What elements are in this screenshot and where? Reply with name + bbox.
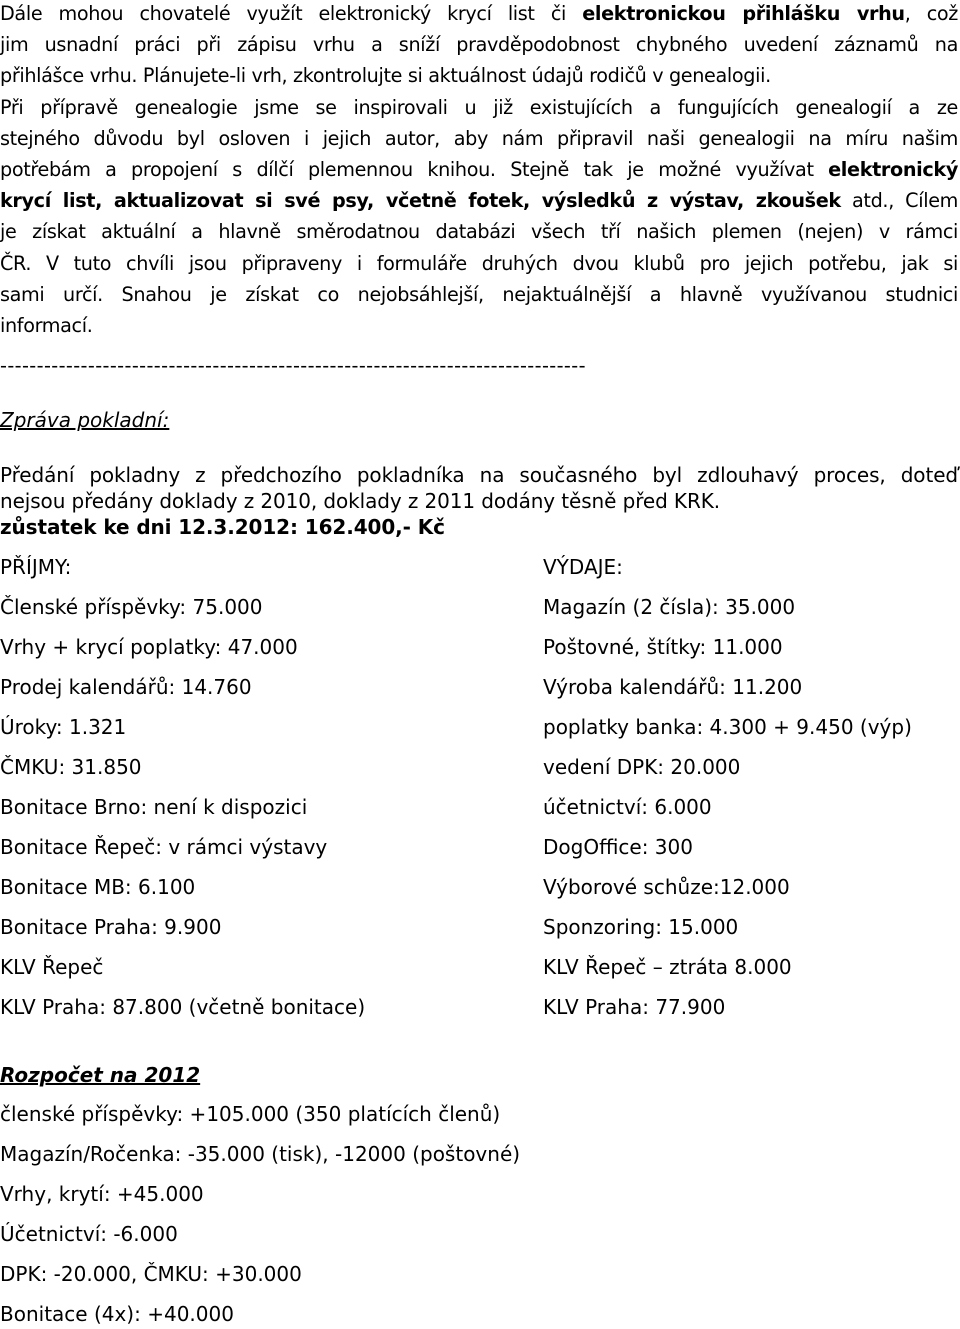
- expense-item: Magazín (2 čísla): 35.000: [543, 595, 796, 619]
- budget-item: členské příspěvky: +105.000 (350 platících členů): [0, 1102, 501, 1126]
- balance-line: zůstatek ke dni 12.3.2012: 162.400,- Kč: [0, 515, 445, 539]
- treasurer-report-heading: Zpráva pokladní:: [0, 408, 170, 432]
- intro-line: potřebám a propojení s dílčí plemennou knihou. Stejně tak je možné využívat elektronický: [0, 158, 959, 182]
- expense-item: Poštovné, štítky: 11.000: [543, 635, 783, 659]
- expense-item: Sponzoring: 15.000: [543, 915, 739, 939]
- intro-line: přihlášce vrhu. Plánujete-li vrh, zkontrolujte si aktuálnost údajů rodičů v genealogii.: [0, 64, 771, 88]
- income-item: Členské příspěvky: 75.000: [0, 595, 263, 619]
- expense-item: KLV Řepeč – ztráta 8.000: [543, 955, 792, 979]
- budget-item: Magazín/Ročenka: -35.000 (tisk), -12000 (poštovné): [0, 1142, 521, 1166]
- expense-item: Výborové schůze:12.000: [543, 875, 790, 899]
- budget-heading: Rozpočet na 2012: [0, 1063, 201, 1087]
- treasurer-paragraph: [0, 462, 958, 540]
- expense-item: KLV Praha: 77.900: [543, 995, 726, 1019]
- treasurer-line: nejsou předány doklady z 2010, doklady z 2011 dodány těsně před KRK.: [0, 489, 721, 513]
- bold-phrase: krycí list, aktualizovat si své psy, včetně fotek, výsledků z výstav, zkoušek: [0, 189, 841, 213]
- finance-row: [0, 952, 960, 982]
- income-item: ČMKU: 31.850: [0, 755, 142, 779]
- intro-line: stejného důvodu byl osloven i jejich autor, aby nám připravil naši genealogii na míru našim: [0, 126, 958, 150]
- columns-header-row: [0, 552, 960, 582]
- income-item: Úroky: 1.321: [0, 715, 127, 739]
- finance-row: [0, 832, 960, 862]
- expense-item: poplatky banka: 4.300 + 9.450 (výp): [543, 715, 912, 739]
- expense-item: DogOffice: 300: [543, 835, 693, 859]
- intro-line: Při přípravě genealogie jsme se inspirovali u již existujících a fungujících genealogií a ze: [0, 95, 958, 119]
- finance-row: [0, 672, 960, 702]
- income-item: Prodej kalendářů: 14.760: [0, 675, 252, 699]
- treasurer-line: Předání pokladny z předchozího pokladníka na současného byl zdlouhavý proces, doteď: [0, 463, 958, 487]
- finance-row: [0, 792, 960, 822]
- intro-line: krycí list, aktualizovat si své psy, včetně fotek, výsledků z výstav, zkoušek atd., Cílem: [0, 189, 958, 213]
- expense-heading: VÝDAJE:: [543, 555, 623, 579]
- expense-item: vedení DPK: 20.000: [543, 755, 741, 779]
- income-heading: PŘÍJMY:: [0, 555, 72, 579]
- finance-row: [0, 872, 960, 902]
- finance-row: [0, 912, 960, 942]
- finance-row: [0, 752, 960, 782]
- income-item: Bonitace Řepeč: v rámci výstavy: [0, 835, 328, 859]
- budget-item: Bonitace (4x): +40.000: [0, 1302, 234, 1326]
- intro-line: ČR. V tuto chvíli jsou připraveny i formuláře druhých dvou klubů pro jejich potřebu, jak si: [0, 251, 958, 275]
- finance-row: [0, 632, 960, 662]
- budget-item: DPK: -20.000, ČMKU: +30.000: [0, 1262, 302, 1286]
- expense-item: účetnictví: 6.000: [543, 795, 712, 819]
- income-item: KLV Praha: 87.800 (včetně bonitace): [0, 995, 366, 1019]
- intro-line: jim usnadní práci při zápisu vrhu a sníží pravděpodobnost chybného uvedení záznamů na: [0, 33, 958, 57]
- intro-paragraph: [0, 0, 958, 341]
- intro-line: informací.: [0, 314, 93, 338]
- intro-line: Dále mohou chovatelé využít elektronický krycí list či elektronickou přihlášku vrhu, což: [0, 2, 959, 25]
- bold-phrase: elektronickou přihlášku vrhu: [582, 2, 905, 25]
- income-item: Bonitace Praha: 9.900: [0, 915, 222, 939]
- expense-item: Výroba kalendářů: 11.200: [543, 675, 803, 699]
- finance-row: [0, 592, 960, 622]
- income-item: Vrhy + krycí poplatky: 47.000: [0, 635, 298, 659]
- intro-line: sami určí. Snahou je získat co nejobsáhlejší, nejaktuálnější a hlavně využívanou studnici: [0, 282, 958, 306]
- finance-row: [0, 992, 960, 1022]
- finance-row: [0, 712, 960, 742]
- income-item: Bonitace MB: 6.100: [0, 875, 196, 899]
- income-item: Bonitace Brno: není k dispozici: [0, 795, 308, 819]
- bold-phrase: elektronický: [828, 158, 959, 182]
- dashed-divider: --------------------------------------------------------------------------------: [0, 354, 586, 377]
- intro-line: je získat aktuální a hlavně směrodatnou databázi všech tří našich plemen (nejen) v rámci: [0, 220, 958, 244]
- budget-item: Účetnictví: -6.000: [0, 1222, 178, 1246]
- income-item: KLV Řepeč: [0, 955, 104, 979]
- budget-item: Vrhy, krytí: +45.000: [0, 1182, 204, 1206]
